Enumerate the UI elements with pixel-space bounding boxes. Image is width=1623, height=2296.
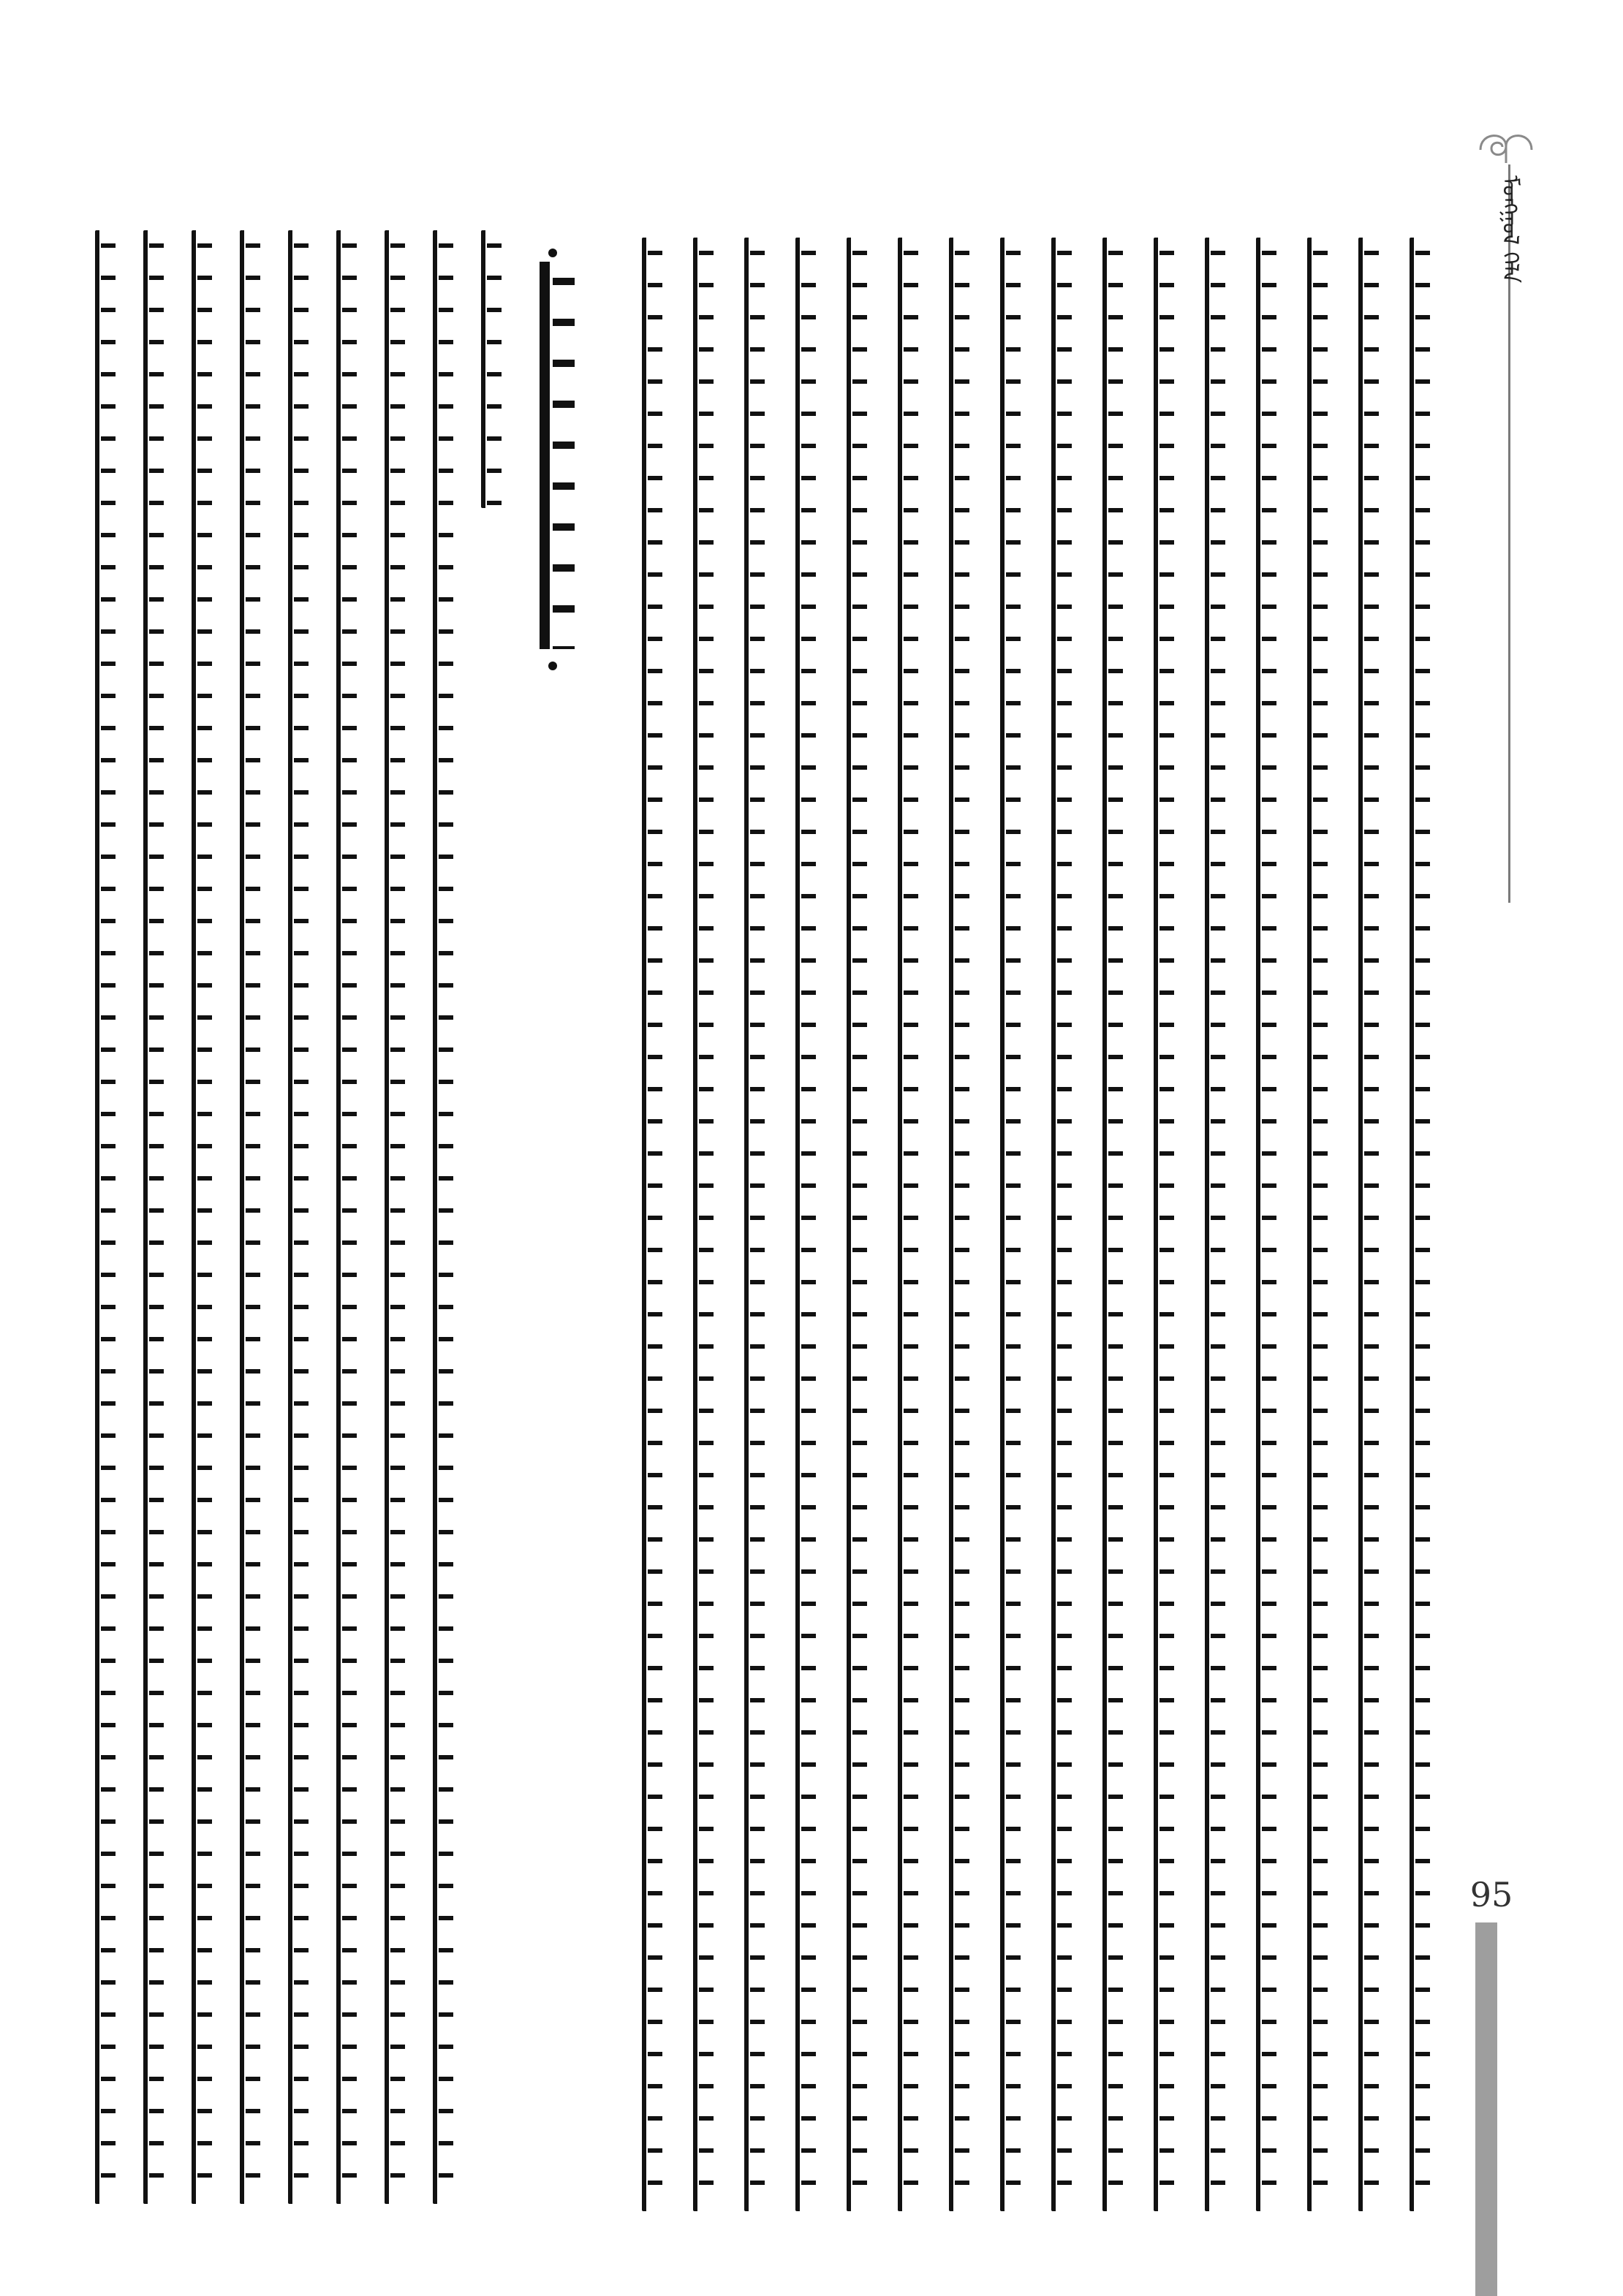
text-column xyxy=(847,238,864,2211)
dialogue-column xyxy=(433,230,450,2204)
text-column xyxy=(1410,238,1427,2211)
dialogue-column xyxy=(143,230,161,2204)
text-column xyxy=(1205,238,1222,2211)
dialogue-column xyxy=(240,230,257,2204)
text-column xyxy=(642,238,659,2211)
dialogue-column xyxy=(95,230,113,2204)
section-heading xyxy=(540,262,576,649)
text-column xyxy=(949,238,966,2211)
dialogue-column xyxy=(385,230,402,2204)
dialogue-column xyxy=(481,230,499,508)
text-column xyxy=(1307,238,1325,2211)
text-column xyxy=(795,238,813,2211)
text-column xyxy=(744,238,762,2211)
text-column xyxy=(1000,238,1018,2211)
dialogue-column xyxy=(288,230,306,2204)
scroll-ornament-icon xyxy=(1473,121,1539,164)
dialogue-column xyxy=(192,230,209,2204)
heading-bullet-bottom xyxy=(548,662,557,670)
text-column xyxy=(1358,238,1376,2211)
page-number: 95 xyxy=(1469,1875,1513,1914)
text-column xyxy=(1154,238,1171,2211)
text-column xyxy=(898,238,915,2211)
header-ornament xyxy=(1473,121,1539,164)
running-header: ᠮᠣᠩᠭᠣᠯ ᠬᠡᠯᠡ xyxy=(1497,175,1523,284)
text-column xyxy=(1051,238,1069,2211)
text-column xyxy=(1256,238,1274,2211)
page-edge-tab xyxy=(1475,1922,1497,2296)
text-column xyxy=(693,238,711,2211)
dialogue-column xyxy=(336,230,354,2204)
text-column xyxy=(1102,238,1120,2211)
heading-bullet-top xyxy=(548,249,557,257)
